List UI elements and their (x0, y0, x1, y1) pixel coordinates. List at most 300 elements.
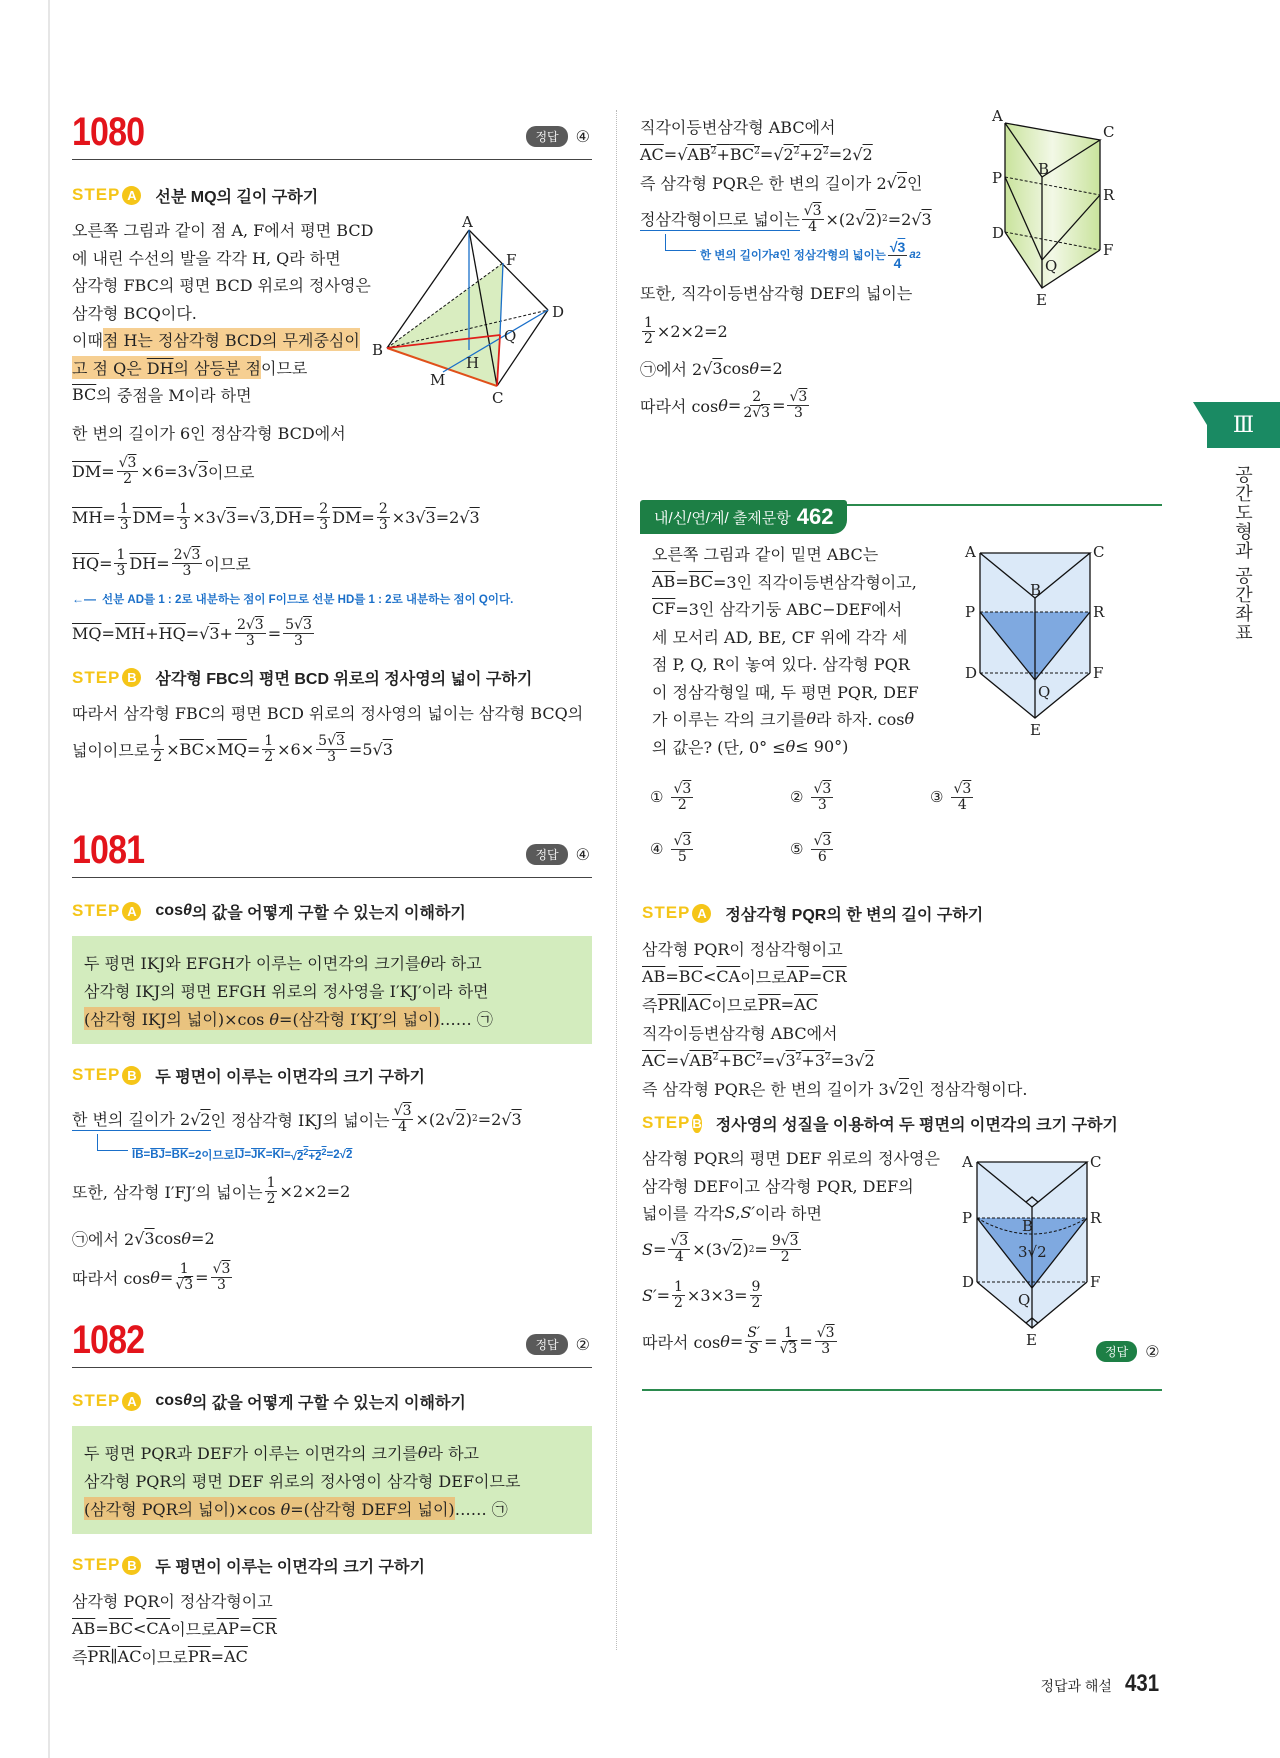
text-run: 3 (294, 633, 303, 649)
text-run: 2 (266, 1190, 276, 1207)
fraction (151, 734, 164, 764)
box-line (84, 976, 580, 1004)
denominator (179, 518, 188, 533)
text-run: 또한, 삼각형 I′FJ′의 넓이는 (72, 1182, 263, 1202)
text-run: 이때 (72, 331, 103, 351)
text-run: 3 (221, 1260, 231, 1277)
exponent: 2 (303, 1147, 309, 1158)
text-run: = (238, 1618, 253, 1638)
segment-label: $\overline{DM}$ (332, 508, 362, 527)
square-root (911, 210, 931, 229)
text-run: 두 평면이 이루는 이면각의 크기 구하기 (155, 1558, 425, 1576)
segment-label: $\overline{BK}$ (171, 1149, 189, 1161)
text-run: 한 변의 길이가 2 (72, 1110, 191, 1129)
svg-text:C: C (1093, 543, 1105, 561)
text-run: × (166, 740, 180, 759)
numerator (642, 316, 655, 332)
text-run: 4 (957, 796, 967, 813)
step-heading (72, 890, 592, 932)
text-run: ×3 (192, 508, 216, 527)
key-idea-box (72, 1426, 592, 1534)
exponent: 2 (321, 1147, 327, 1158)
numerator (671, 782, 693, 798)
text-run: 1 (119, 501, 129, 518)
text-run: 라 하고 (430, 953, 482, 973)
text-line (652, 678, 952, 706)
text-run: × (203, 740, 218, 759)
fraction (750, 1280, 763, 1310)
choice-1[interactable] (650, 775, 790, 819)
answer-badge: 정답 (1096, 1341, 1137, 1362)
text-run: 오른쪽 그림과 같이 밑면 ABC는 (652, 545, 879, 565)
text-run: (삼각형 IKJ의 넓이)×cos (84, 1009, 270, 1029)
text-run: 따라서 삼각형 FBC의 평면 BCD 위로의 정사영의 넓이는 삼각형 BCQ의 (72, 704, 584, 723)
segment-label: $\overline{AP}$ (216, 1618, 239, 1638)
square-root (677, 145, 760, 164)
radicand (962, 781, 971, 797)
answer (526, 1334, 590, 1355)
text-run: = (652, 1240, 667, 1259)
radicand (346, 1149, 352, 1161)
text-run: = (799, 1332, 813, 1351)
text-run: ㉠에서 2 (72, 1229, 135, 1249)
text-group (180, 1261, 189, 1277)
svg-text:E: E (1036, 291, 1047, 309)
text-run: 에 내린 수선의 발을 각각 H, Q라 하면 (72, 248, 341, 268)
segment-label: $\overline{AB}$ (652, 571, 676, 591)
text-run: 따라서 cos (640, 396, 719, 416)
segment-label: $\overline{AC}$ (794, 994, 818, 1014)
square-root (250, 508, 270, 527)
text-run: ×3×3= (686, 1286, 748, 1305)
text-group (817, 1325, 835, 1341)
text-line (72, 1642, 592, 1670)
segment-label: $\overline{PR}$ (757, 994, 781, 1014)
numerator (672, 1280, 685, 1296)
svg-text:H: H (466, 354, 480, 372)
page-footer (1040, 1670, 1162, 1698)
solution-prism-figure (960, 1145, 1140, 1350)
banner-number: 462 (796, 504, 834, 529)
text-run: , (735, 1203, 741, 1223)
numerator (770, 1234, 801, 1250)
radicand (712, 359, 722, 378)
svg-text:D: D (962, 1273, 975, 1291)
numerator (235, 618, 266, 634)
denominator (120, 518, 129, 533)
text-run: 의 값을 어떻게 구할 수 있는지 이해하기 (191, 904, 466, 922)
text-group (319, 517, 328, 533)
exponent: 2 (710, 146, 717, 157)
radicand (200, 1110, 210, 1129)
denominator (398, 1120, 407, 1135)
answer-choices (650, 775, 980, 871)
text-group (327, 749, 336, 765)
text-run: + (718, 1050, 732, 1070)
text-run: 두 평면이 이루는 이면각의 크기 구하기 (155, 1068, 425, 1086)
text-run: 의 삼등분 점 (173, 358, 261, 378)
fraction (283, 618, 314, 648)
annotation-note (72, 587, 592, 611)
variable: θ (280, 1499, 291, 1519)
square-root (134, 1229, 154, 1248)
svg-text:R: R (1090, 1209, 1102, 1227)
numerator (283, 618, 314, 634)
text-group (237, 617, 264, 633)
fraction (265, 1176, 278, 1206)
exponent: 2 (915, 250, 921, 260)
radicand (687, 145, 759, 164)
radicand (191, 547, 200, 563)
step-tag: STEP (72, 1555, 121, 1574)
answer-badge: 정답 (526, 126, 567, 147)
segment-label: $\overline{BC}$ (678, 966, 704, 986)
text-run: 2 (264, 749, 274, 765)
text-run: = (729, 1332, 744, 1351)
radicand (899, 1079, 909, 1098)
text-run: =2 (326, 1149, 340, 1161)
segment-label: $\overline{AB}$ (642, 966, 666, 986)
square-root (854, 1051, 874, 1070)
radicand (865, 1051, 875, 1070)
text-run: = (675, 571, 689, 591)
text-run: 3 (127, 455, 137, 472)
text-run: 2 (173, 547, 183, 564)
text-group (296, 1147, 327, 1163)
problem-number: 1082 (72, 1318, 145, 1362)
choice-3[interactable] (930, 775, 1070, 819)
text-run: 즉 삼각형 PQR은 한 변의 길이가 2 (640, 173, 887, 193)
segment-label: AB (689, 1050, 713, 1070)
text-run: 또한, 직각이등변삼각형 DEF의 넓이는 (640, 283, 913, 303)
segment-label: $\overline{CR}$ (252, 1618, 277, 1638)
text-line (652, 540, 952, 568)
text-run: = (361, 508, 375, 527)
text-run: 2 (123, 471, 132, 487)
problem-header (72, 110, 592, 160)
fraction (377, 502, 390, 532)
text-group (772, 1233, 799, 1249)
text-group (675, 1249, 684, 1265)
text-group (116, 547, 125, 563)
numerator (316, 734, 347, 750)
text-line (640, 140, 990, 168)
text-run: ⑤ (790, 840, 804, 858)
text-run: ) (875, 209, 882, 229)
text-run: 이므로 (170, 1619, 217, 1639)
step-heading (642, 892, 1022, 934)
text-run: 라 하고 (427, 1443, 480, 1463)
text-run: ① (650, 788, 664, 806)
text-run: 9 (751, 1279, 761, 1296)
text-run: cos (154, 1228, 182, 1248)
text-run: =2이므로 (188, 1150, 235, 1162)
text-run: 2 (783, 144, 794, 164)
segment-label: $\overline{AC}$ (640, 144, 664, 164)
text-group (119, 455, 137, 471)
text-group (673, 833, 691, 849)
text-group (72, 359, 261, 378)
text-run: 삼각형 PQR이 정삼각형이고 (72, 1591, 273, 1611)
text-run: 1 (783, 1325, 793, 1342)
text-run: 즉 (72, 1647, 88, 1667)
text-run: 3 (812, 202, 822, 219)
fraction (172, 548, 203, 578)
problem-462 (652, 540, 952, 760)
fraction (114, 548, 127, 578)
text-group (781, 1249, 790, 1265)
chapter-tab[interactable] (1207, 402, 1280, 448)
text-group (379, 517, 388, 533)
text-run: 삼각형 PQR이 정삼각형이고 (642, 939, 843, 959)
segment-label: $\overline{DH}$ (129, 554, 157, 573)
text-group (794, 405, 803, 421)
numerator (815, 1326, 837, 1342)
svg-text:R: R (1093, 603, 1105, 621)
radicand (761, 405, 770, 421)
text-run: 2 (455, 1109, 466, 1129)
highlighted-text (84, 1497, 455, 1520)
svg-text:P: P (965, 603, 976, 621)
text-group (894, 255, 902, 271)
text-group (818, 797, 827, 813)
text-run: 고 점 Q은 (72, 358, 147, 378)
square-root (679, 1051, 762, 1070)
text-run: 정사영의 성질을 이용하여 두 평면의 이면각의 크기 구하기 (715, 1116, 1118, 1134)
radicand (679, 1233, 688, 1249)
text-run: 2 (153, 749, 163, 765)
variable: θ (150, 1267, 160, 1287)
text-line (72, 1168, 592, 1214)
step-letter-icon: A (692, 904, 711, 923)
text-line (72, 1614, 592, 1642)
square-root (804, 203, 822, 219)
segment-label: $\overline{HQ}$ (72, 554, 100, 573)
fraction (811, 834, 833, 864)
text-run: =2 (828, 144, 853, 164)
square-root (889, 1079, 909, 1098)
text-group (687, 145, 759, 164)
radicand (296, 1147, 327, 1163)
text-group (264, 733, 273, 749)
text-group (786, 1051, 831, 1070)
square-root (855, 210, 875, 229)
variable: S′ (747, 1325, 761, 1342)
exponent: 2 (748, 1244, 755, 1255)
variable: S (724, 1203, 736, 1223)
square-root (953, 781, 971, 797)
text-run: = (164, 1149, 172, 1161)
text-line (72, 495, 592, 541)
radicand (866, 210, 876, 229)
text-run: 의 값은? (단, 0° ≤ (652, 737, 786, 757)
exponent: 2 (881, 214, 888, 224)
numerator (668, 1234, 690, 1250)
text-run: 3 (822, 780, 832, 797)
step-letter-icon: A (122, 902, 141, 921)
text-group (84, 1010, 440, 1029)
step-letter-icon: B (692, 1115, 702, 1131)
text-run: = (663, 144, 678, 164)
text-run: = (161, 508, 176, 527)
radicand (184, 1277, 193, 1293)
numerator (172, 548, 203, 564)
text-run: =3 (830, 1050, 855, 1070)
text-run: 따라서 cos (72, 1268, 151, 1288)
text-run: =2 (191, 1228, 215, 1248)
page-edge (48, 0, 50, 1758)
step-heading (72, 1544, 592, 1586)
text-run: = (101, 462, 115, 481)
text-run: ←— 선분 AD를 1 : 2로 내분하는 점이 F이므로 선분 HD를 1 : 2로 내분하는 점이 Q이다. (102, 593, 514, 606)
variable: θ (420, 952, 431, 972)
text-line (640, 268, 990, 308)
denominator (264, 750, 273, 765)
text-run: ∥ (110, 1646, 118, 1666)
svg-text:F: F (1103, 241, 1114, 259)
text-run: = (195, 1267, 209, 1287)
svg-text:E: E (1030, 721, 1041, 739)
text-group (673, 781, 691, 797)
text-group (953, 781, 971, 797)
text-run: ② (790, 788, 804, 806)
page-number: 431 (1124, 1670, 1159, 1697)
svg-text:P: P (992, 169, 1003, 187)
text-run: 1 (153, 733, 163, 750)
variable: θ (417, 1442, 428, 1462)
text-line (640, 168, 990, 196)
text-run: 4 (398, 1118, 408, 1135)
text-run: ×(2 (415, 1109, 446, 1129)
text-run: 3 (119, 517, 129, 533)
numerator (177, 502, 190, 518)
segment-label: $\overline{AC}$ (642, 1050, 666, 1070)
text-run: 1 (266, 1174, 276, 1191)
text-run: = (665, 1050, 680, 1070)
text-line (640, 308, 990, 354)
fraction (951, 782, 973, 812)
text-run: = (156, 554, 170, 573)
segment-label: $\overline{CR}$ (822, 966, 847, 986)
text-line (72, 611, 592, 657)
text-line (72, 541, 592, 587)
square-root (775, 1051, 830, 1070)
fraction (802, 204, 824, 234)
radicand (922, 210, 932, 229)
segment-label: $\overline{AP}$ (786, 966, 809, 986)
choice-5[interactable] (790, 827, 930, 871)
text-group (398, 1119, 407, 1135)
annotation-note (640, 238, 990, 271)
text-run: 정삼각형 PQR의 한 변의 길이 구하기 (725, 906, 984, 924)
radicand (198, 462, 208, 481)
segment-label: BC (729, 144, 755, 164)
text-run: 3 (327, 749, 336, 765)
text-run: =2 (477, 1109, 502, 1129)
svg-text:A: A (462, 213, 473, 231)
fraction (671, 834, 693, 864)
segment-label: $\overline{MQ}$ (72, 624, 102, 643)
radicand (221, 1261, 230, 1277)
radicand (788, 1341, 797, 1357)
segment-label: $\overline{MH}$ (114, 624, 146, 643)
fraction (780, 1326, 798, 1356)
radicand (128, 455, 137, 471)
text-run: 3 (382, 740, 393, 759)
denominator (153, 750, 162, 765)
square-root (817, 1325, 835, 1341)
segment-label: $\overline{AC}$ (117, 1646, 142, 1666)
segment-label: AB (687, 144, 711, 164)
square-root (459, 508, 479, 527)
text-run: 3 (245, 633, 255, 649)
text-run: = (759, 144, 774, 164)
problem-header (72, 828, 592, 878)
banner-label: 내/신/연/계/ 출제문항 (654, 509, 791, 527)
text-run: ×6=3 (140, 462, 188, 481)
radicand (426, 508, 436, 527)
text-group (890, 239, 905, 255)
text-run: 3 (209, 624, 220, 643)
answer-value: ④ (575, 127, 590, 146)
step-tag: STEP (72, 185, 121, 204)
text-run: ×6× (277, 740, 315, 759)
text-line (642, 1018, 1022, 1046)
choice-2[interactable] (790, 775, 930, 819)
text-run: 오른쪽 그림과 같이 점 A, F에서 평면 BCD (72, 221, 374, 241)
step-letter-icon: A (122, 186, 141, 205)
radicand (144, 1229, 154, 1248)
text-group (103, 331, 360, 350)
exponent: 2 (471, 1114, 478, 1124)
radicand (826, 1325, 835, 1341)
highlighted-text (103, 328, 360, 351)
radicand (403, 1103, 412, 1119)
text-line (72, 699, 592, 727)
segment-label: $\overline{BC}$ (179, 740, 204, 759)
numerator (750, 1280, 763, 1296)
square-root (670, 1233, 688, 1249)
text-group (784, 145, 829, 164)
segment-label: $\overline{PR}$ (87, 1646, 111, 1666)
variable: θ (269, 1009, 280, 1029)
text-group (644, 331, 653, 347)
square-root (722, 1240, 742, 1259)
text-run: ) (465, 1109, 472, 1129)
fraction (672, 1280, 685, 1310)
radicand (260, 508, 270, 527)
radicand (336, 733, 345, 749)
choice-4[interactable] (650, 827, 790, 871)
text-run: 1 (179, 1260, 189, 1277)
text-run: 의 값을 어떻게 구할 수 있는지 이해하기 (191, 1394, 466, 1412)
text-line (72, 449, 592, 495)
svg-text:B: B (1022, 1217, 1034, 1235)
text-run: 3 (821, 1341, 831, 1357)
text-line (652, 568, 952, 596)
svg-text:A: A (965, 543, 976, 561)
text-run: 이므로 (204, 555, 251, 574)
text-group (246, 633, 255, 649)
text-group (267, 1191, 276, 1207)
text-run: 이 정삼각형일 때, 두 평면 PQR, DEF (652, 682, 919, 702)
segment-label: $\overline{BC}$ (688, 571, 714, 591)
text-group (174, 547, 201, 563)
text-run: 삼각형 FBC의 평면 BCD 위로의 정사영의 넓이 구하기 (155, 671, 533, 688)
text-line (72, 1214, 592, 1254)
annotation-note (72, 1142, 592, 1168)
step-tag: STEP (642, 903, 691, 922)
